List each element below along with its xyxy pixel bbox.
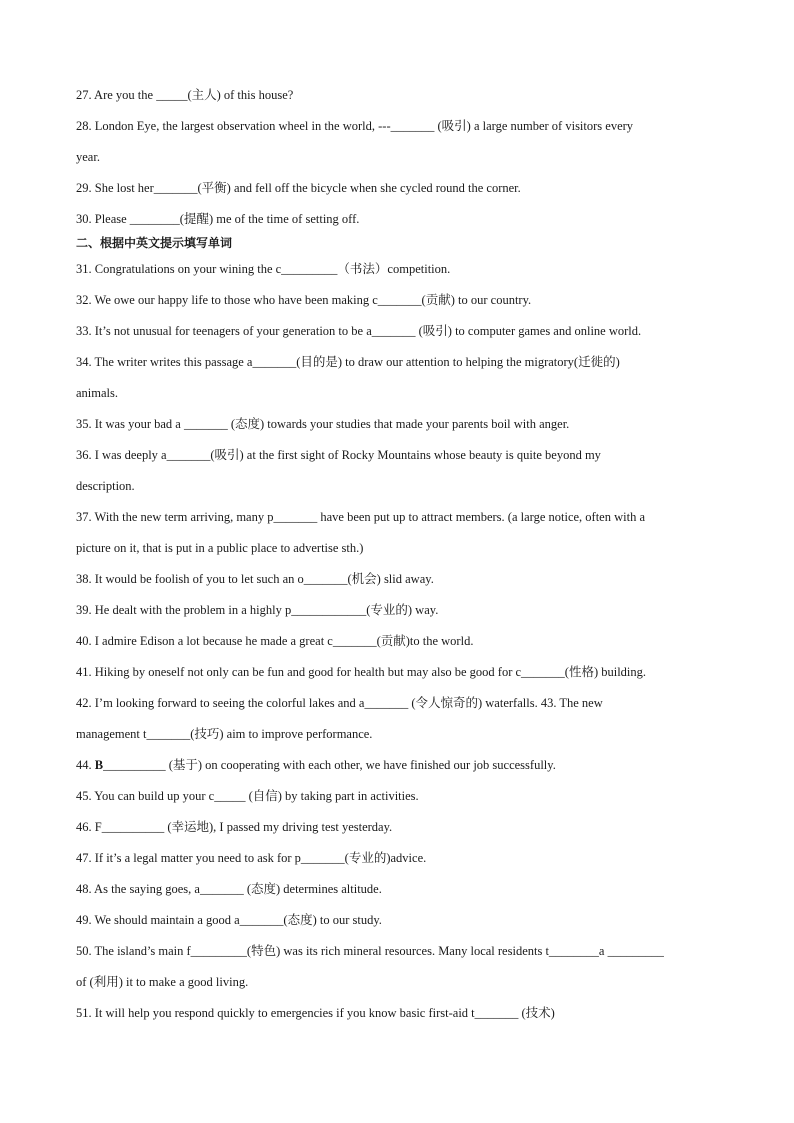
question-45: 45. You can build up your c_____ (自信) by taking part in activities.	[76, 789, 419, 803]
question-29: 29. She lost her_______(平衡) and fell off the bicycle when she cycled round the corner.	[76, 181, 521, 195]
question-46: 46. F__________ (幸运地), I passed my driving test yesterday.	[76, 820, 393, 834]
question-35: 35. It was your bad a _______ (态度) towards your studies that made your parents boil with anger.	[76, 417, 570, 431]
question-38: 38. It would be foolish of you to let such an o_______(机会) slid away.	[76, 572, 434, 586]
question-33: 33. It’s not unusual for teenagers of your generation to be a_______ (吸引) to computer games and online world.	[76, 324, 642, 338]
question-44-number: 44.	[76, 758, 95, 772]
question-27: 27. Are you the _____(主人) of this house?	[76, 88, 294, 102]
question-51: 51. It will help you respond quickly to emergencies if you know basic first-aid t_______ (技术)	[76, 1006, 555, 1020]
question-36: 36. I was deeply a_______(吸引) at the first sight of Rocky Mountains whose beauty is quite beyond my	[76, 448, 601, 462]
question-42: 42. I’m looking forward to seeing the colorful lakes and a_______ (令人惊奇的) waterfalls. 43. The new	[76, 696, 603, 710]
question-37-cont: picture on it, that is put in a public place to advertise sth.)	[76, 541, 364, 555]
exercise-page	[76, 80, 724, 1029]
question-34-cont: animals.	[76, 386, 119, 400]
question-49: 49. We should maintain a good a_______(态度) to our study.	[76, 913, 382, 927]
question-32: 32. We owe our happy life to those who have been making c_______(贡献) to our country.	[76, 293, 532, 307]
question-48: 48. As the saying goes, a_______ (态度) determines altitude.	[76, 882, 382, 896]
question-41: 41. Hiking by oneself not only can be fun and good for health but may also be good for c_______(性格) building.	[76, 665, 647, 679]
question-37: 37. With the new term arriving, many p_______ have been put up to attract members. (a large notice, often with a	[76, 510, 646, 524]
question-28: 28. London Eye, the largest observation wheel in the world, ---_______ (吸引) a large number of visitors every	[76, 119, 634, 133]
question-47: 47. If it’s a legal matter you need to ask for p_______(专业的)advice.	[76, 851, 427, 865]
question-39: 39. He dealt with the problem in a highly p____________(专业的) way.	[76, 603, 439, 617]
question-30: 30. Please ________(提醒) me of the time of setting off.	[76, 212, 360, 226]
question-40: 40. I admire Edison a lot because he made a great c_______(贡献)to the world.	[76, 634, 474, 648]
question-43-cont: management t_______(技巧) aim to improve performance.	[76, 727, 373, 741]
question-36-cont: description.	[76, 479, 135, 493]
question-50: 50. The island’s main f_________(特色) was its rich mineral resources. Many local residents t________a _________	[76, 944, 664, 958]
question-44-text: __________ (基于) on cooperating with each other, we have finished our job successfully.	[103, 758, 556, 772]
question-44-initial: B	[94, 758, 104, 772]
question-28-cont: year.	[76, 150, 100, 164]
question-31: 31. Congratulations on your wining the c_________（书法）competition.	[76, 262, 451, 276]
question-34: 34. The writer writes this passage a_______(目的是) to draw our attention to helping the migratory(迁徙的)	[76, 355, 620, 369]
section-heading: 二、根据中英文提示填写单词	[76, 236, 233, 250]
question-50-cont: of (利用) it to make a good living.	[76, 975, 249, 989]
question-44	[76, 750, 724, 781]
